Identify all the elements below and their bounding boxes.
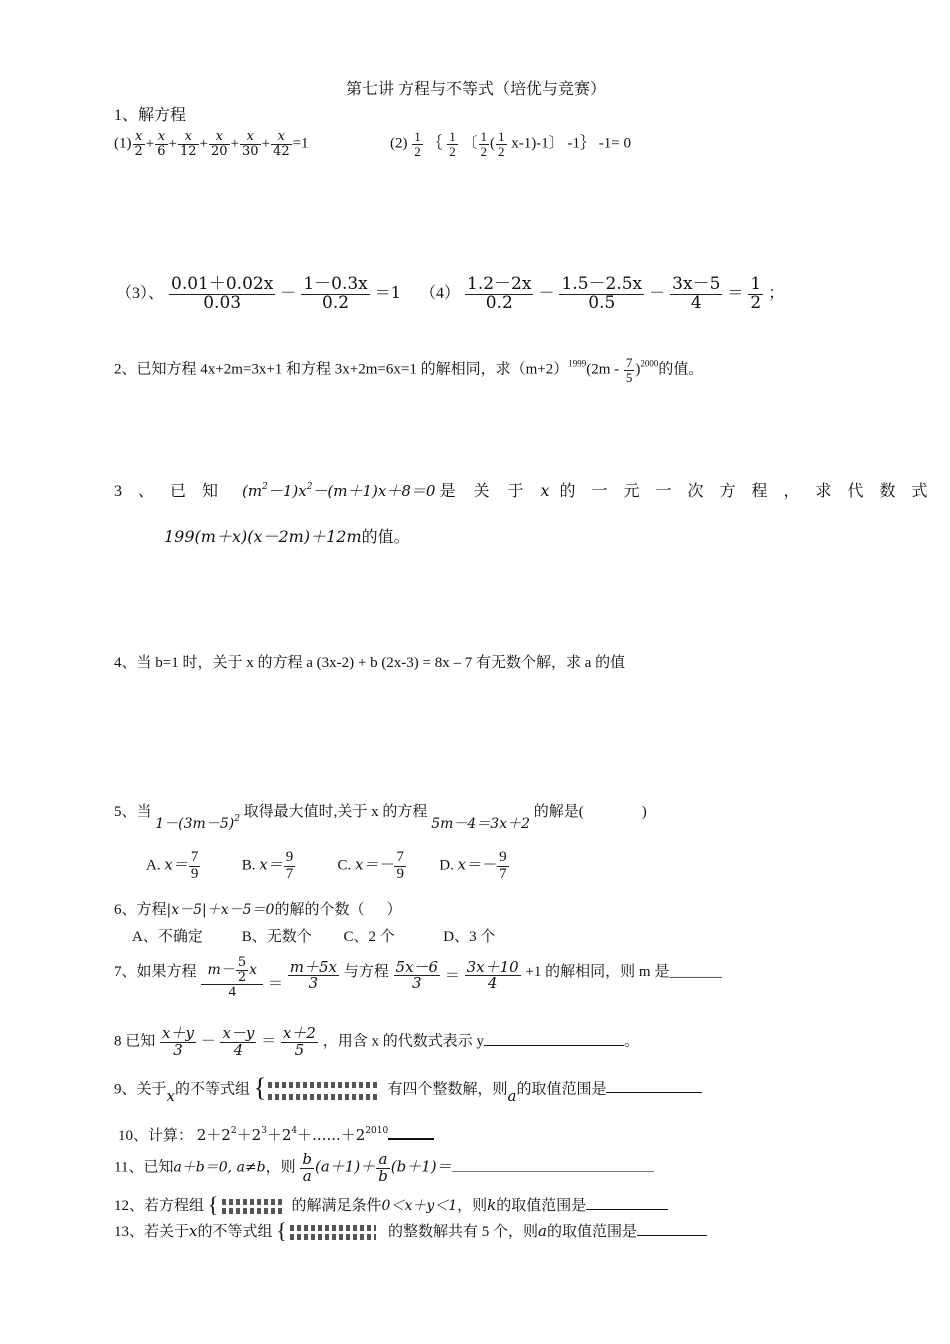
variable-a: a — [507, 1087, 517, 1106]
q3-mid: 是 关 于 — [439, 483, 531, 500]
q5-expr2: 5m－4＝3x＋2 — [431, 816, 530, 832]
q3-lead: 3 、 已 知 — [114, 483, 225, 500]
q1-part4 — [420, 276, 784, 313]
q13 — [114, 1217, 707, 1244]
q1-part1 — [114, 130, 309, 158]
q12 — [114, 1191, 668, 1218]
plus-sign: + — [230, 135, 240, 152]
q5-options — [146, 850, 537, 883]
answer-blank[interactable] — [452, 1157, 654, 1172]
plus-sign: + — [168, 135, 177, 152]
half-fraction: $\frac{1}{2}$ — [414, 129, 421, 159]
q1-p2-paren: ( — [490, 135, 496, 152]
fraction: $\frac{x}{2}$ — [134, 129, 143, 159]
fraction: $\frac{5x-6}{3}$ — [395, 957, 439, 993]
half-fraction: $\frac{1}{2}$ — [480, 129, 488, 159]
fraction: $\frac{1.5-2.5x}{0.5}$ — [561, 274, 643, 313]
q11-mid: (a＋1)＋ — [314, 1157, 376, 1176]
q11-end: (b＋1)＝ — [390, 1157, 452, 1176]
half-fraction: $\frac{1}{2}$ — [498, 129, 505, 159]
minus-sign: － — [200, 1031, 216, 1050]
answer-blank[interactable] — [586, 1195, 668, 1210]
fraction: $\frac{1.2-2x}{0.2}$ — [467, 274, 532, 313]
q13-text-a: 13、若关于 — [114, 1224, 190, 1240]
fraction: $\frac{m+5x}{3}$ — [289, 957, 338, 993]
variable-k: k — [487, 1196, 497, 1214]
q8 — [114, 1026, 639, 1059]
fraction: $\frac{7}{5}$ — [625, 355, 633, 385]
q7 — [114, 956, 722, 1001]
q1-p2-brace: ｛ — [427, 135, 443, 152]
fraction: $\frac{a}{b}$ — [378, 1150, 388, 1185]
option-c: C、2 个 — [343, 929, 395, 945]
q3-equation: $(m^2-1)x^2-(m+1)x+8=0$ — [242, 482, 436, 500]
q4: 4、当 b=1 时，关于 x 的方程 a (3x-2) + b (2x-3) = 8x – 7 有无数个解，求 a 的值 — [114, 655, 626, 671]
q5-text-a: 5、当 — [114, 804, 152, 820]
page-title: 第七讲 方程与不等式（培优与竞赛） — [346, 81, 607, 98]
q1-p1-label: (1) — [114, 135, 132, 152]
q1-p2-bracket: 〔 — [462, 135, 478, 152]
equation-system: { — [208, 1196, 288, 1218]
q12-text-c: ，则 — [457, 1198, 488, 1214]
q1-p2-t2: -1｝ — [567, 135, 596, 152]
q10-text-a: 10、计算： — [118, 1128, 194, 1144]
q5-text-c: 的解是( — [533, 804, 584, 820]
q7-blank: _______ — [669, 964, 722, 981]
q9-text-d: 的取值范围是 — [516, 1081, 607, 1098]
q13-text-c: 的整数解共有 5 个，则 — [388, 1224, 539, 1240]
q7-text-a: 7、如果方程 — [114, 964, 197, 981]
fraction: $\frac{x}{6}$ — [157, 129, 166, 159]
q1-p2-label: (2) — [390, 135, 408, 152]
fraction: $\frac{0.01+0.02x}{0.03}$ — [171, 274, 274, 313]
q2 — [114, 356, 703, 384]
option-b: B、无数个 — [241, 929, 312, 945]
q1-p3-rhs: ＝1 — [374, 283, 401, 303]
inequality-system: { — [254, 1076, 384, 1104]
minus-sign: － — [280, 283, 297, 303]
q1-p1-rhs: =1 — [292, 135, 309, 152]
answer-blank[interactable] — [606, 1078, 702, 1093]
q6-text-a: 6、方程 — [114, 902, 167, 918]
q1-p4-label: （4） — [420, 285, 461, 303]
q12-text-b: 的解满足条件 — [291, 1198, 382, 1214]
fraction: $\frac{x}{30}$ — [242, 129, 259, 159]
fraction: $\frac{3x-5}{4}$ — [672, 274, 721, 313]
option-a: A. x＝ $\frac{7}{9}$ — [146, 849, 199, 882]
q11-condition: a＋b＝0, a≠b — [173, 1159, 266, 1176]
q3-tail: 的 一 元 一 次 方 程 ， 求 代 数 式 — [559, 483, 934, 500]
fraction: $\frac{9}{7}$ — [285, 849, 294, 882]
variable-a: a — [538, 1222, 547, 1240]
minus-sign: － — [538, 283, 555, 303]
equals-sign: ＝ — [727, 283, 744, 303]
fraction: $\frac{7}{9}$ — [396, 849, 404, 882]
q2-exp1: 1999 — [568, 358, 587, 369]
fraction: $\frac{x}{12}$ — [180, 129, 197, 159]
q9-text-a: 9、关于 — [114, 1081, 167, 1098]
q1-part2 — [390, 130, 631, 158]
q6 — [114, 898, 402, 919]
q8-text-a: 8 已知 — [114, 1033, 156, 1050]
variable-x: x — [166, 1087, 175, 1106]
q2-text-a: 2、已知方程 4x+2m=3x+1 和方程 3x+2m=6x=1 的解相同，求（m+2） — [114, 361, 569, 378]
fraction: $\frac{9}{7}$ — [499, 849, 507, 882]
q9-text-c: 有四个整数解，则 — [387, 1081, 508, 1098]
plus-sign: + — [261, 135, 271, 152]
q11 — [114, 1152, 654, 1185]
q2-text-d: 的值。 — [658, 361, 704, 378]
q13-text-d: 的取值范围是 — [546, 1224, 637, 1240]
q6-expr: |x－5|＋x－5＝0 — [166, 902, 275, 918]
q1-p2-t3: -1= 0 — [598, 135, 631, 152]
q10-expression: $2+2^2+2^3+2^4+......+2^{2010}$ — [196, 1126, 389, 1144]
q12-condition: 0＜x＋y＜1 — [381, 1198, 458, 1214]
equals-sign: ＝ — [261, 1031, 277, 1050]
fraction: $\frac{b}{a}$ — [302, 1150, 312, 1185]
q7-text-b: 与方程 — [343, 964, 389, 981]
fraction: $\frac{1-0.3x}{0.2}$ — [303, 274, 368, 313]
q1-heading: 1、解方程 — [114, 107, 187, 124]
answer-blank[interactable] — [388, 1124, 434, 1140]
half-fraction: $\frac{1}{2}$ — [449, 129, 456, 159]
fraction: $\frac{x}{20}$ — [211, 129, 228, 159]
minus-sign: － — [649, 283, 666, 303]
q6-text-c: ） — [386, 902, 402, 918]
option-a: A、不确定 — [132, 929, 203, 945]
variable-x: x — [189, 1222, 198, 1240]
plus-sign: + — [199, 135, 209, 152]
semicolon: ； — [768, 285, 785, 303]
fraction: $\frac{7}{9}$ — [190, 849, 199, 882]
q10 — [118, 1124, 434, 1145]
option-b: B. x＝ $\frac{9}{7}$ — [241, 849, 294, 882]
q11-text-b: ，则 — [265, 1159, 296, 1176]
answer-blank[interactable] — [637, 1221, 707, 1236]
equals-sign: ＝ — [444, 966, 460, 985]
equals-sign: ＝ — [268, 974, 284, 993]
q11-text-a: 11、已知 — [114, 1159, 174, 1176]
fraction: $\frac{x+2}{5}$ — [282, 1024, 316, 1059]
q6-options — [132, 925, 495, 946]
fraction: $\frac{x-y}{4}$ — [222, 1024, 255, 1059]
q8-text-b: ，用含 x 的代数式表示 y — [322, 1033, 484, 1050]
q12-text-a: 12、若方程组 — [114, 1198, 205, 1214]
option-c: C. x＝－ $\frac{7}{9}$ — [337, 849, 404, 882]
q9-text-b: 的不等式组 — [174, 1081, 250, 1098]
fraction: $\frac{3x+10}{4}$ — [466, 957, 519, 993]
q7-text-c: +1 的解相同，则 m 是 — [525, 964, 670, 981]
q6-text-b: 的解的个数（ — [274, 902, 365, 918]
q12-text-d: 的取值范围是 — [496, 1198, 587, 1214]
q1-p2-t1: x-1)-1〕 — [511, 135, 564, 152]
q1-part3 — [116, 276, 401, 313]
plus-sign: + — [145, 135, 155, 152]
q5 — [114, 800, 647, 832]
inequality-system: { — [276, 1222, 384, 1244]
q3-line1 — [114, 478, 934, 501]
q13-text-b: 的不等式组 — [197, 1224, 273, 1240]
q5-expr1: $1-(3m-5)^2$ — [155, 814, 240, 832]
fraction: $\frac{1}{2}$ — [750, 274, 762, 313]
fraction: $\frac{x+y}{3}$ — [162, 1024, 194, 1059]
option-d: D. x＝－ $\frac{9}{7}$ — [439, 849, 507, 882]
compound-fraction: m－ $\frac{5}{2}$ x 4 — [201, 956, 263, 1001]
q3-line2 — [164, 524, 410, 547]
q1-p3-label: （3）、 — [116, 285, 165, 303]
answer-blank[interactable] — [484, 1031, 624, 1046]
variable-x: x — [540, 481, 550, 500]
q5-text-d: ) — [641, 804, 647, 820]
fraction: $\frac{x}{42}$ — [273, 129, 290, 159]
q2-text-c: ) — [635, 361, 641, 378]
q8-text-c: 。 — [623, 1033, 639, 1050]
q3-expression: 199(m＋x)(x－2m)＋12m — [164, 527, 362, 546]
option-d: D、3 个 — [443, 929, 496, 945]
q5-text-b: 取得最大值时,关于 x 的方程 — [243, 804, 428, 820]
q2-text-b: (2m - — [586, 361, 620, 378]
q2-exp2: 2000 — [640, 358, 659, 369]
q9 — [114, 1073, 702, 1106]
q3-line2-tail: 的值。 — [361, 529, 410, 546]
